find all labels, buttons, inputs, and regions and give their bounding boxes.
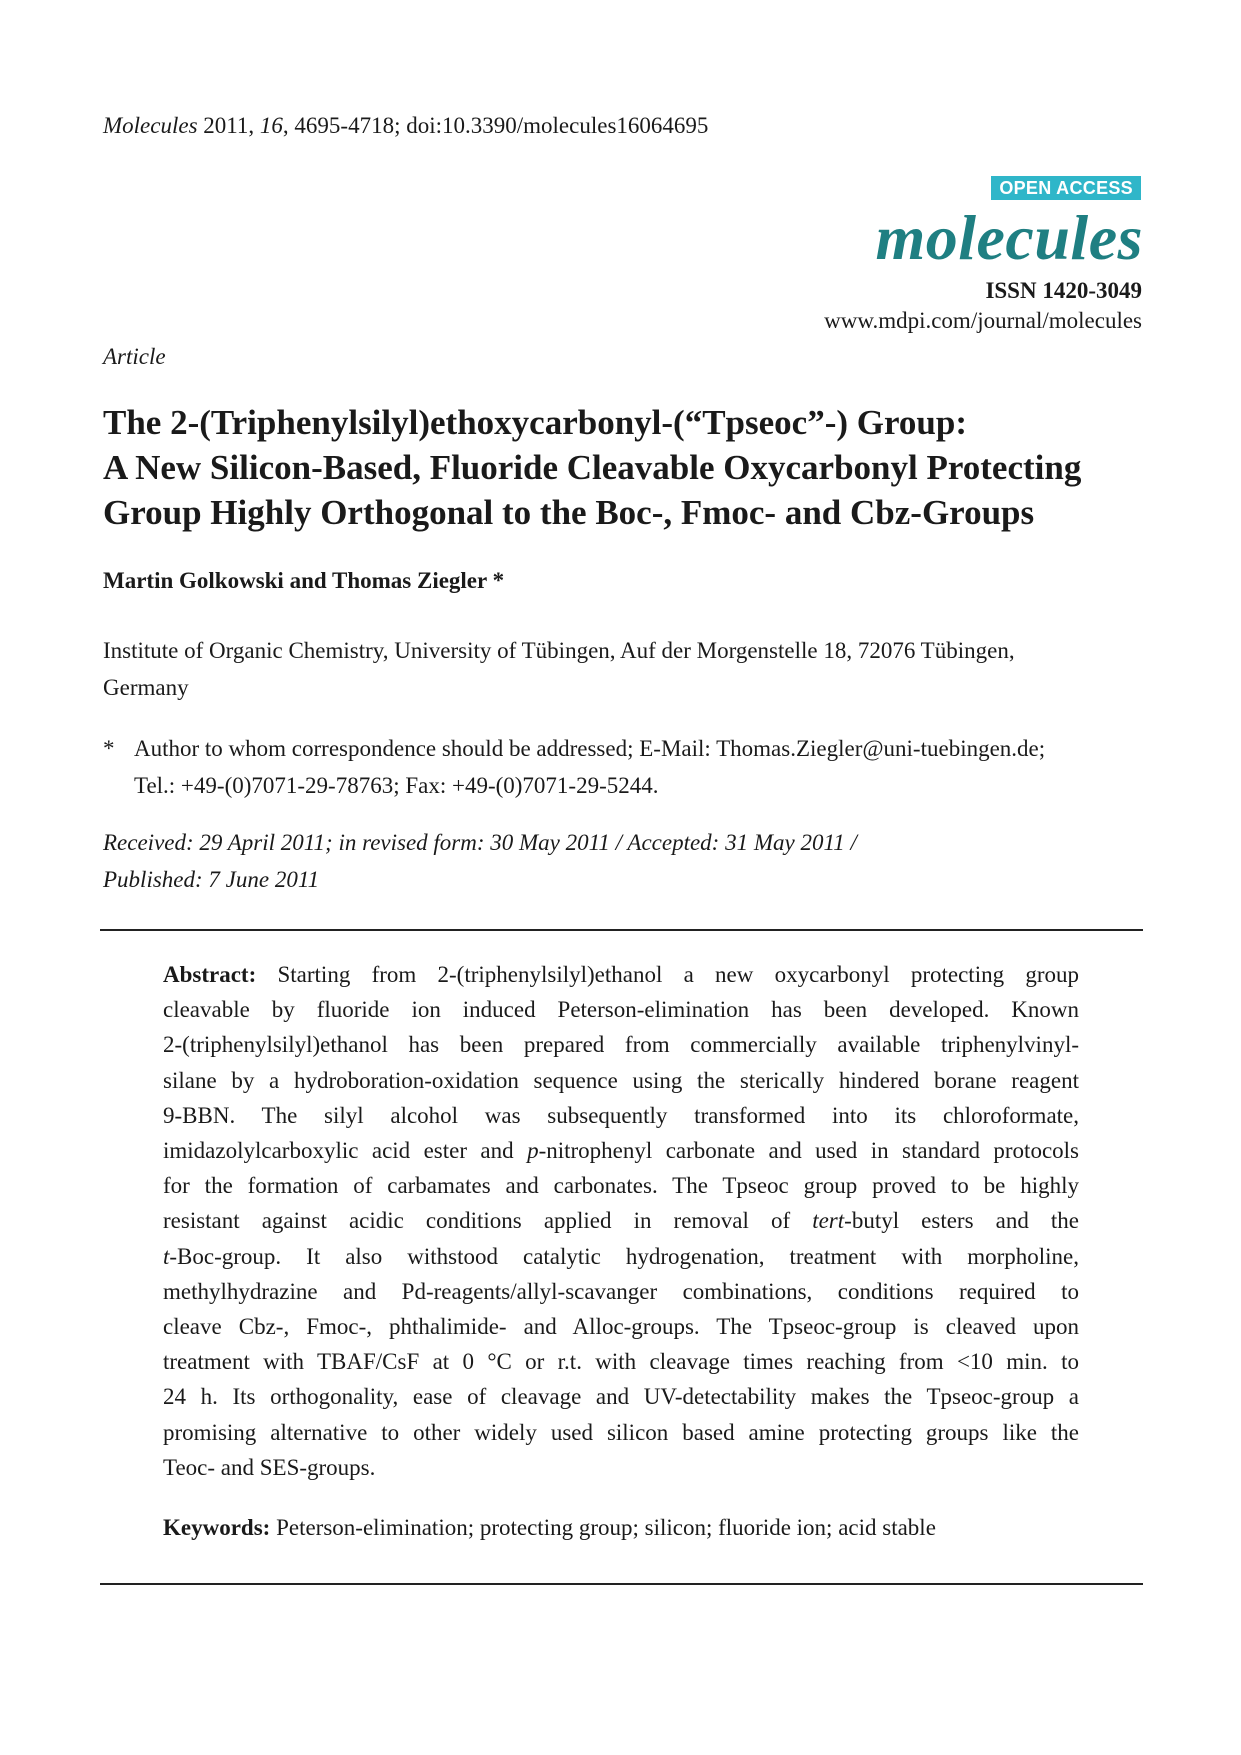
dates-line: Published: 7 June 2011 bbox=[103, 867, 320, 892]
abstract-line: methylhydrazine and Pd-reagents/allyl-scavanger combinations, conditions required to bbox=[163, 1278, 1079, 1304]
volume: 16 bbox=[259, 113, 283, 138]
abstract-line: cleavable by fluoride ion induced Peterson-elimination has been developed. Known bbox=[163, 997, 1079, 1023]
abstract-line: cleave Cbz-, Fmoc-, phthalimide- and Alloc-groups. The Tpseoc-group is cleaved upon bbox=[163, 1314, 1079, 1340]
title-line: Group Highly Orthogonal to the Boc-, Fmoc- and Cbz-Groups bbox=[103, 493, 1035, 532]
abstract-label: Abstract: bbox=[163, 962, 257, 987]
correspondence-note bbox=[103, 730, 1163, 804]
abstract-text: resistant against acidic conditions applied in removal of bbox=[163, 1208, 813, 1234]
keywords-text: Peterson-elimination; protecting group; silicon; fluoride ion; acid stable bbox=[270, 1515, 936, 1540]
journal-name-italic: Molecules bbox=[103, 113, 198, 138]
authors: Martin Golkowski and Thomas Ziegler * bbox=[103, 568, 505, 593]
publication-dates bbox=[103, 824, 857, 898]
paper-title bbox=[103, 400, 1163, 535]
abstract-line: 2-(triphenylsilyl)ethanol has been prepared from commercially available triphenylvinyl- bbox=[163, 1032, 1079, 1058]
journal-website-link[interactable]: www.mdpi.com/journal/molecules bbox=[824, 308, 1142, 333]
abstract-line: Teoc- and SES-groups. bbox=[163, 1454, 376, 1480]
year: 2011 bbox=[203, 113, 249, 138]
abstract-text: Starting from 2-(triphenylsilyl)ethanol a new oxycarbonyl protecting group bbox=[256, 962, 1079, 987]
affiliation bbox=[103, 632, 1143, 706]
divider-bottom bbox=[100, 1583, 1143, 1585]
journal-logo: molecules bbox=[875, 202, 1143, 273]
abstract-italic: t bbox=[163, 1243, 170, 1269]
abstract-italic: p bbox=[527, 1138, 539, 1164]
title-line: The 2-(Triphenylsilyl)ethoxycarbonyl-(“Tpseoc”-) Group: bbox=[103, 403, 967, 442]
abstract-line: promising alternative to other widely used silicon based amine protecting groups like the bbox=[163, 1419, 1079, 1445]
correspondence-line: Tel.: +49-(0)7071-29-78763; Fax: +49-(0)7071-29-5244. bbox=[134, 773, 659, 798]
abstract-text: -Boc-group. It also withstood catalytic hydrogenation, treatment with morpholine, bbox=[169, 1243, 1079, 1269]
correspondence-line: Author to whom correspondence should be addressed; E-Mail: Thomas.Ziegler@uni-tuebingen.de; bbox=[134, 736, 1046, 761]
issn: ISSN 1420-3049 bbox=[985, 278, 1142, 303]
article-type: Article bbox=[103, 344, 166, 369]
dates-line: Received: 29 April 2011; in revised form: 30 May 2011 / Accepted: 31 May 2011 / bbox=[103, 830, 857, 855]
abstract-line: 24 h. Its orthogonality, ease of cleavage and UV-detectability makes the Tpseoc-group a bbox=[163, 1384, 1079, 1410]
affiliation-line: Germany bbox=[103, 675, 189, 700]
abstract bbox=[163, 957, 1079, 1485]
title-line: A New Silicon-Based, Fluoride Cleavable Oxycarbonyl Protecting bbox=[103, 448, 1082, 487]
abstract-text: -butyl esters and the bbox=[844, 1208, 1079, 1234]
affiliation-line: Institute of Organic Chemistry, University of Tübingen, Auf der Morgenstelle 18, 72076 Tübingen, bbox=[103, 638, 1015, 663]
abstract-line: 9-BBN. The silyl alcohol was subsequently transformed into its chloroformate, bbox=[163, 1102, 1079, 1128]
abstract-italic: tert bbox=[812, 1208, 845, 1234]
pages-doi: , 4695-4718; doi:10.3390/molecules16064695 bbox=[282, 113, 709, 138]
keywords-label: Keywords: bbox=[163, 1515, 271, 1540]
abstract-line: treatment with TBAF/CsF at 0 °C or r.t. with cleavage times reaching from <10 min. to bbox=[163, 1349, 1079, 1375]
abstract-line: silane by a hydroboration-oxidation sequence using the sterically hindered borane reagent bbox=[163, 1067, 1079, 1093]
open-access-badge: OPEN ACCESS bbox=[991, 176, 1141, 200]
abstract-line bbox=[163, 1203, 1079, 1238]
correspondence-mark: * bbox=[103, 736, 115, 761]
citation-line: Molecules 2011, 16, 4695-4718; doi:10.3390/molecules16064695 bbox=[103, 113, 709, 138]
keywords bbox=[163, 1512, 936, 1544]
abstract-line bbox=[163, 957, 1079, 992]
abstract-line bbox=[163, 1133, 1079, 1168]
abstract-text: -nitrophenyl carbonate and used in standard protocols bbox=[538, 1138, 1079, 1164]
abstract-line: for the formation of carbamates and carbonates. The Tpseoc group proved to be highly bbox=[163, 1173, 1079, 1199]
abstract-line bbox=[163, 1239, 1079, 1274]
abstract-text: imidazolylcarboxylic acid ester and bbox=[163, 1138, 528, 1164]
divider-top bbox=[100, 929, 1143, 931]
